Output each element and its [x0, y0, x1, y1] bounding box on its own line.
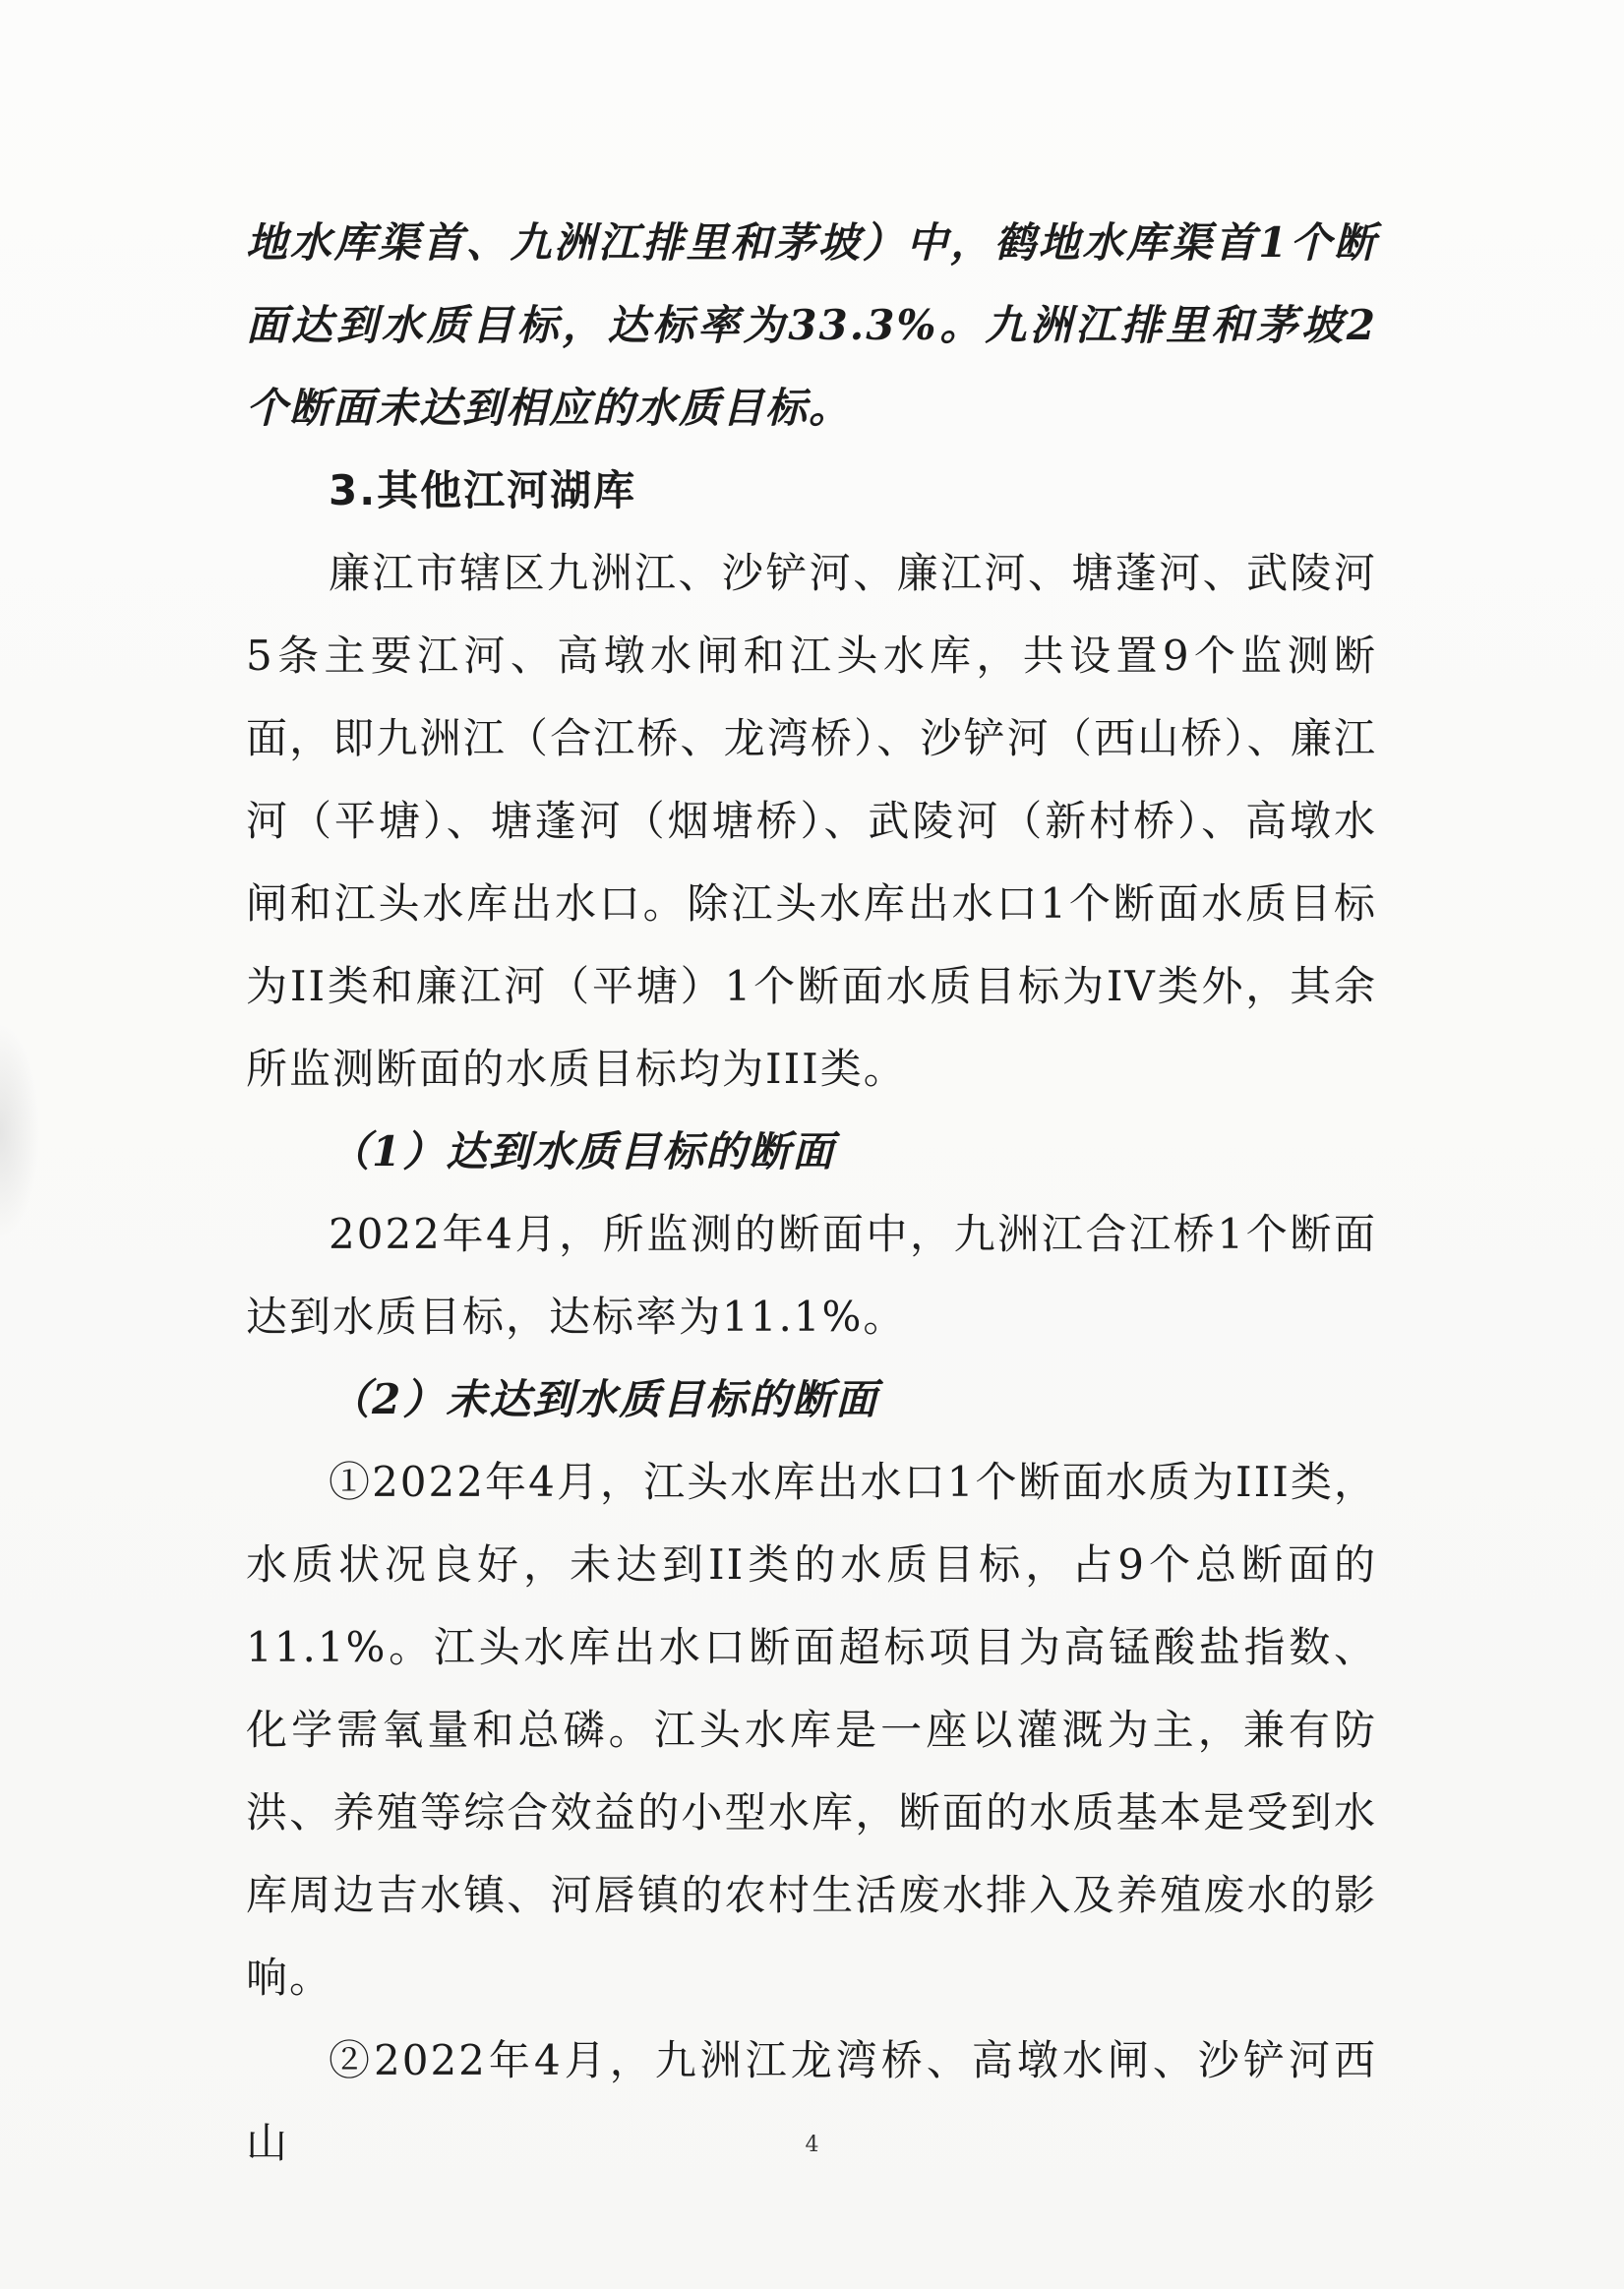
- section-heading: 3.其他江河湖库: [329, 466, 637, 514]
- page-edge-shadow: [0, 1023, 39, 1239]
- sub1-heading: （1）达到水质目标的断面: [329, 1127, 836, 1175]
- document-body: [246, 202, 1377, 2185]
- sub2-paragraph-a: ①2022年4月，江头水库出水口1个断面水质为III类，水质状况良好，未达到II类的水质目标，占9个总断面的11.1%。江头水库出水口断面超标项目为高锰酸盐指数、化学需氧量和总磷。江头水库是一座以灌溉为主，兼有防洪、养殖等综合效益的小型水库，断面的水质基本是受到水库周边吉水镇、河唇镇的农村生活废水排入及养殖废水的影响。: [246, 1458, 1377, 2002]
- intro-paragraph: 地水库渠首、九洲江排里和茅坡）中，鹤地水库渠首1个断面达到水质目标，达标率为33.3%。九洲江排里和茅坡2个断面未达到相应的水质目标。: [246, 218, 1377, 432]
- sub2-heading: （2）未达到水质目标的断面: [329, 1375, 879, 1423]
- sub1-paragraph: 2022年4月，所监测的断面中，九洲江合江桥1个断面达到水质目标，达标率为11.1%。: [246, 1210, 1377, 1341]
- sub2-paragraph-b: ②2022年4月，九洲江龙湾桥、高墩水闸、沙铲河西山: [246, 2036, 1377, 2167]
- section-paragraph: 廉江市辖区九洲江、沙铲河、廉江河、塘蓬河、武陵河5条主要江河、高墩水闸和江头水库，共设置9个监测断面，即九洲江（合江桥、龙湾桥）、沙铲河（西山桥）、廉江河（平塘）、塘蓬河（烟塘桥）、武陵河（新村桥）、高墩水闸和江头水库出水口。除江头水库出水口1个断面水质目标为II类和廉江河（平塘）1个断面水质目标为IV类外，其余所监测断面的水质目标均为III类。: [246, 549, 1377, 1093]
- page-number: 4: [805, 2133, 819, 2157]
